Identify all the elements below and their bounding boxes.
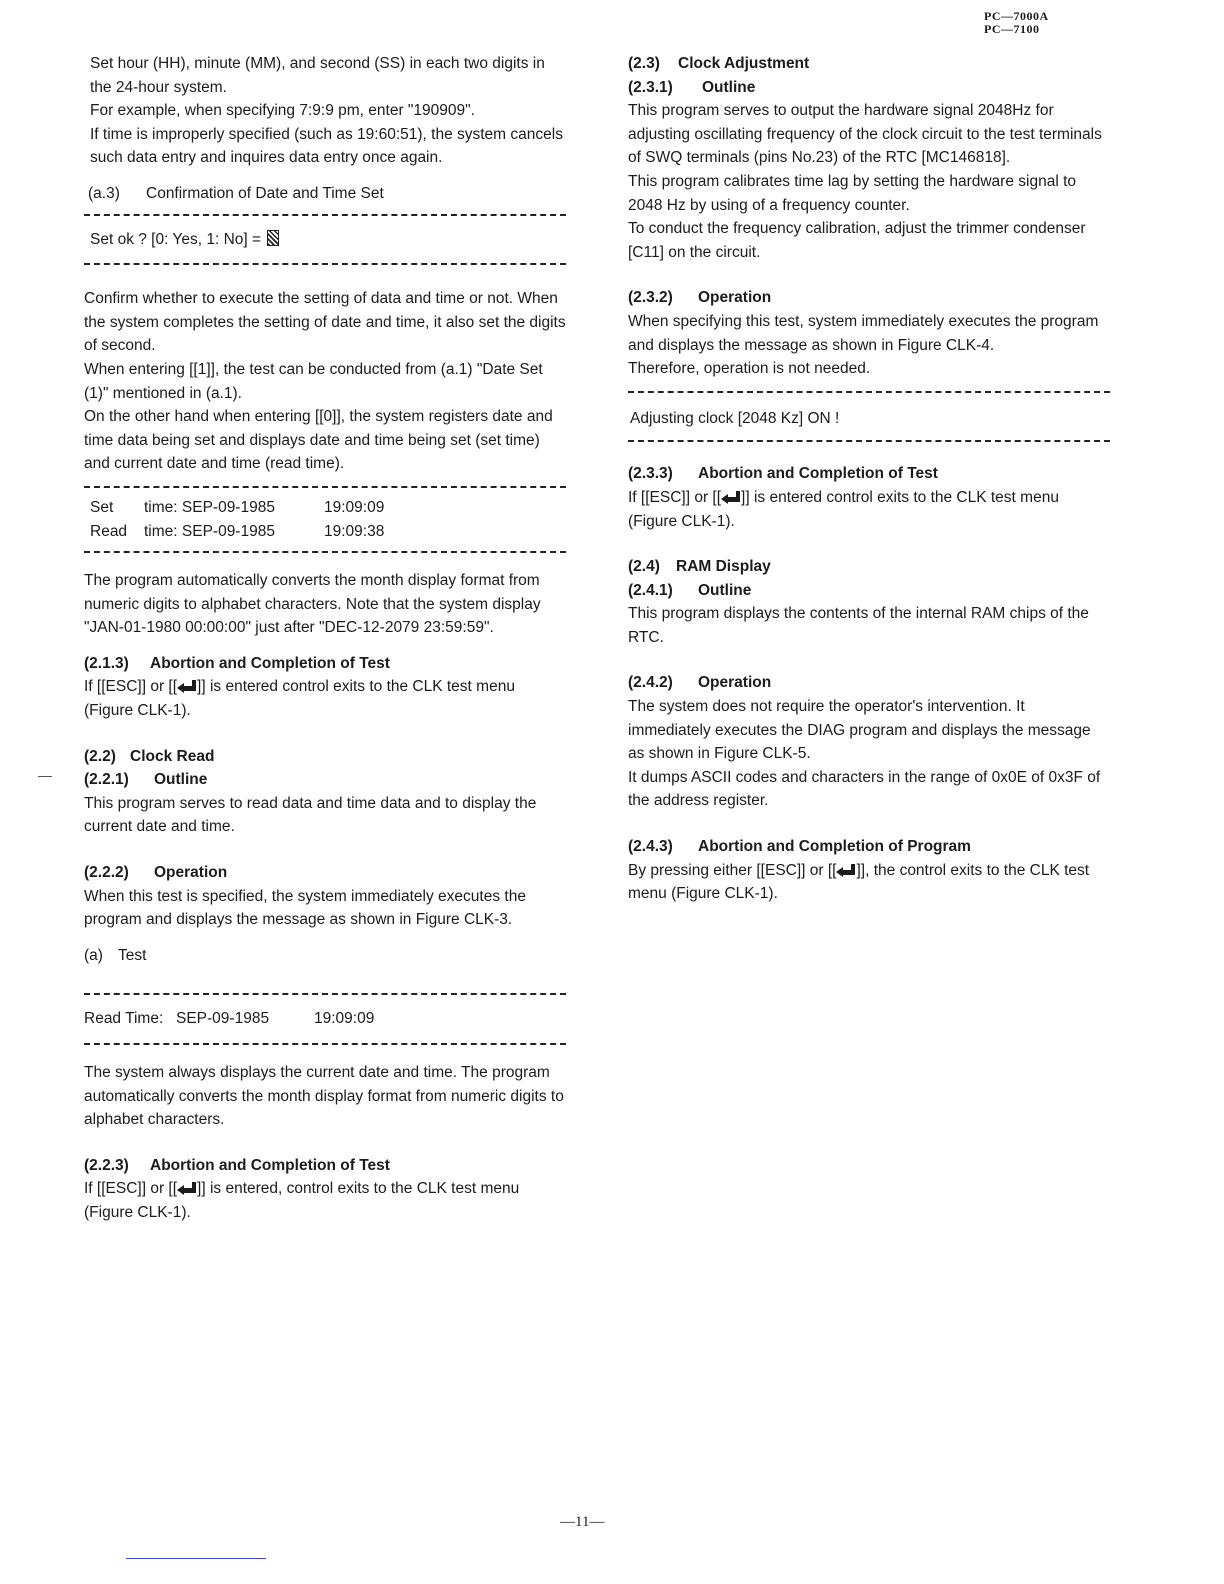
section-2-4-1-heading	[628, 579, 1110, 603]
section-title: RAM Display	[676, 558, 771, 576]
confirm-paragraph-3: On the other hand when entering [[0]], the system registers date and time data being set and displays date and time being set (set time) and current date and time (read time).	[84, 408, 553, 473]
month-conversion-paragraph: The program automatically converts the month display format from numeric digits to alphabet characters. Note that the system display "JAN-01-1980 00:00:00" just after "DEC-12-2079 23:59:59".	[84, 572, 541, 637]
section-number: (2.3.3)	[628, 465, 673, 483]
page-number: —11—	[560, 1514, 605, 1530]
left-column	[84, 52, 566, 1225]
section-2-3-1-text-3: To conduct the frequency calibration, adjust the trimmer condenser [C11] on the circuit.	[628, 220, 1086, 261]
row-time: 19:09:09	[324, 498, 385, 516]
set-ok-prompt: Set ok ? [0: Yes, 1: No] =	[90, 230, 262, 248]
section-2-4-2-text-1: The system does not require the operator's intervention. It immediately executes the DIAG program and displays the message as shown in Figure CLK-5.	[628, 698, 1091, 763]
section-2-3-2-text-2: Therefore, operation is not needed.	[628, 360, 871, 378]
section-2-4-2-heading	[628, 671, 1110, 695]
section-2-3-1-text-2: This program calibrates time lag by setting the hardware signal to 2048 Hz by using of a frequency counter.	[628, 172, 1076, 214]
section-number: (a)	[84, 946, 103, 964]
section-number: (2.3.1)	[628, 78, 673, 96]
section-title: Abortion and Completion of Test	[698, 465, 938, 483]
text-part: ]] is entered control exits to the CLK test menu (Figure CLK-1).	[628, 488, 1059, 530]
section-2-2-1-text: This program serves to read data and time data and to display the current date and time.	[84, 794, 537, 836]
row-label: Read	[90, 522, 128, 540]
scan-artifact-line	[126, 1558, 266, 1559]
section-2-3-heading	[628, 52, 1110, 76]
section-2-3-2-text-1: When specifying this test, system immediately executes the program and displays the message as shown in Figure CLK-4.	[628, 312, 1099, 354]
section-number: (a.3)	[88, 184, 120, 202]
section-number: (2.4)	[628, 558, 660, 576]
right-column	[628, 52, 1110, 906]
section-2-2-2-heading	[84, 861, 566, 885]
always-displays-paragraph: The system always displays the current date and time. The program automatically converts the month display format from numeric digits to alphabet characters.	[84, 1064, 564, 1129]
section-2-2-3-heading	[84, 1154, 566, 1178]
section-title: Abortion and Completion of Test	[150, 1156, 390, 1174]
section-title: Operation	[698, 289, 772, 307]
section-title: Outline	[154, 771, 208, 789]
section-number: (2.2.3)	[84, 1156, 129, 1174]
text-part: If [[ESC]] or [[	[628, 488, 722, 506]
section-title: Confirmation of Date and Time Set	[146, 184, 384, 202]
read-time-label: Read Time:	[84, 1010, 164, 1028]
section-number: (2.2)	[84, 747, 116, 765]
confirm-paragraph-1: Confirm whether to execute the setting of data and time or not. When the system completes the setting of date and time, it also set the digits of second.	[84, 290, 566, 355]
section-title: Operation	[698, 674, 772, 692]
read-time-row	[90, 520, 560, 544]
row-label: Set	[90, 498, 114, 516]
intro-paragraph-3: If time is improperly specified (such as 19:60:51), the system cancels such data entry and inquires data entry once again.	[90, 125, 563, 167]
section-a-heading	[84, 944, 566, 968]
time-screen	[84, 488, 566, 551]
read-time-value: 19:09:09	[314, 1010, 375, 1028]
section-title: Operation	[154, 864, 228, 882]
section-number: (2.1.3)	[84, 654, 129, 672]
model-line-1: PC—7000A	[984, 9, 1049, 23]
section-title: Test	[118, 946, 147, 964]
section-number: (2.4.1)	[628, 581, 673, 599]
enter-key-icon	[177, 1181, 197, 1195]
section-title: Outline	[702, 78, 756, 96]
text-part: ]], the control exits to the CLK test menu (Figure CLK-1).	[628, 861, 1090, 903]
section-2-2-1-heading	[84, 768, 566, 792]
section-2-3-1-text-1: This program serves to output the hardware signal 2048Hz for adjusting oscillating frequency of the clock circuit to the test terminals of SWQ terminals (pins No.23) of the RTC [MC146818].	[628, 102, 1102, 167]
section-title: Outline	[698, 581, 752, 599]
text-part: ]] is entered, control exits to the CLK test menu (Figure CLK-1).	[84, 1180, 520, 1221]
section-title: Clock Read	[130, 747, 215, 765]
section-2-1-3-text	[84, 675, 566, 722]
section-title: Clock Adjustment	[678, 55, 810, 72]
intro-paragraph-2: For example, when specifying 7:9:9 pm, enter "190909".	[90, 102, 475, 120]
enter-key-icon	[836, 863, 856, 877]
cursor-block-icon	[267, 230, 279, 246]
section-2-3-3-heading	[628, 462, 1110, 486]
section-number: (2.4.3)	[628, 838, 673, 856]
section-number: (2.3.2)	[628, 289, 673, 307]
section-number: (2.4.2)	[628, 674, 673, 692]
model-number	[984, 10, 1049, 36]
section-2-4-3-heading	[628, 835, 1110, 859]
model-line-2: PC—7100	[984, 22, 1040, 36]
section-2-3-2-heading	[628, 286, 1110, 310]
section-title: Abortion and Completion of Program	[698, 838, 971, 856]
section-2-3-1-heading	[628, 76, 1110, 100]
set-time-row	[90, 496, 560, 520]
intro-paragraph-1: Set hour (HH), minute (MM), and second (SS) in each two digits in the 24-hour system.	[90, 55, 545, 96]
section-2-4-2-text-2: It dumps ASCII codes and characters in the range of 0x0E of 0x3F of the address register.	[628, 768, 1101, 810]
read-time-date: SEP-09-1985	[176, 1010, 270, 1028]
text-part: If [[ESC]] or [[	[84, 678, 178, 696]
enter-key-icon	[721, 490, 741, 504]
section-2-2-2-text: When this test is specified, the system immediately executes the program and displays the message as shown in Figure CLK-3.	[84, 887, 526, 929]
section-2-4-1-text: This program displays the contents of the internal RAM chips of the RTC.	[628, 605, 1089, 646]
section-title: Abortion and Completion of Test	[150, 654, 390, 672]
row-date: time: SEP-09-1985	[144, 498, 275, 516]
margin-mark	[38, 776, 52, 777]
section-2-1-3-heading	[84, 652, 566, 676]
section-2-4-heading	[628, 555, 1110, 579]
section-a3-heading	[84, 182, 566, 206]
text-part: By pressing either [[ESC]] or [[	[628, 861, 837, 879]
read-time-screen	[84, 995, 566, 1043]
set-ok-screen	[84, 216, 566, 264]
text-part: ]] is entered control exits to the CLK test menu (Figure CLK-1).	[84, 678, 515, 720]
row-date: time: SEP-09-1985	[144, 522, 275, 540]
section-2-3-3-text	[628, 486, 1110, 533]
section-number: (2.3)	[628, 55, 660, 72]
adjusting-clock-screen: Adjusting clock [2048 Kz] ON !	[630, 409, 840, 427]
section-number: (2.2.1)	[84, 771, 129, 789]
row-time: 19:09:38	[324, 522, 385, 540]
text-part: If [[ESC]] or [[	[84, 1180, 178, 1198]
section-2-2-3-text	[84, 1177, 566, 1224]
section-2-2-heading	[84, 745, 566, 769]
enter-key-icon	[177, 679, 197, 693]
section-number: (2.2.2)	[84, 864, 129, 882]
section-2-4-3-text	[628, 859, 1110, 906]
confirm-paragraph-2: When entering [[1]], the test can be conducted from (a.1) "Date Set (1)" mentioned in (a.1).	[84, 360, 543, 402]
